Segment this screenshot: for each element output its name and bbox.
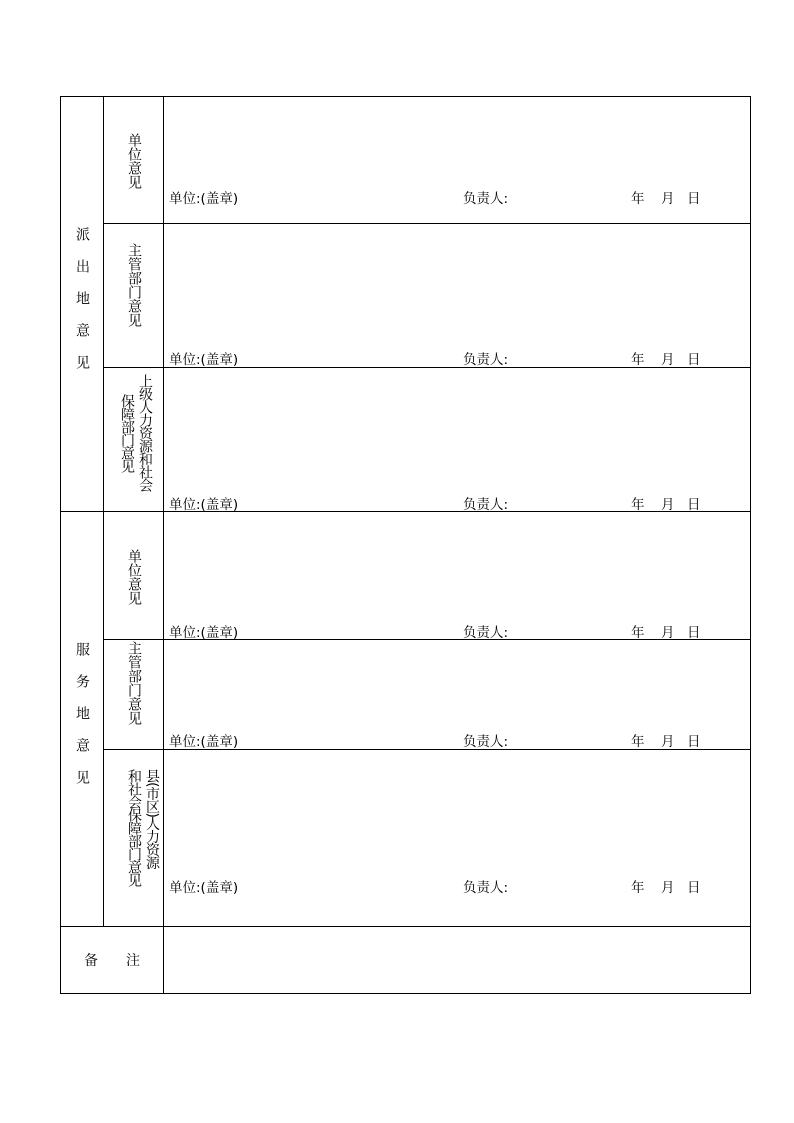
row-label-hrss-opinion-a: 上级人力资源和社会 xyxy=(137,374,153,491)
responsible-person-label: 负责人: xyxy=(463,880,509,896)
responsible-person-label: 负责人: xyxy=(463,191,509,207)
service-group-label: 服务地意见 xyxy=(74,642,90,802)
month-label: 月 xyxy=(661,880,675,896)
signature-line xyxy=(169,348,750,368)
unit-seal-label: 单位:(盖章) xyxy=(169,734,239,750)
remarks-label-b: 注 xyxy=(126,953,140,969)
signature-line xyxy=(169,621,750,641)
responsible-person-label: 负责人: xyxy=(463,625,509,641)
row-label-authority-opinion: 主管部门意见 xyxy=(126,243,142,327)
divider-row xyxy=(103,223,750,224)
responsible-person-label: 负责人: xyxy=(463,734,509,750)
month-label: 月 xyxy=(661,191,675,207)
year-label: 年 xyxy=(631,497,645,513)
remarks-label xyxy=(61,926,163,994)
day-label: 日 xyxy=(687,734,701,750)
month-label: 月 xyxy=(661,734,675,750)
unit-seal-label: 单位:(盖章) xyxy=(169,191,239,207)
signature-line xyxy=(169,493,750,513)
row-label-authority-opinion: 主管部门意见 xyxy=(126,641,142,725)
month-label: 月 xyxy=(661,497,675,513)
day-label: 日 xyxy=(687,352,701,368)
row-label-unit-opinion: 单位意见 xyxy=(126,549,142,605)
responsible-person-label: 负责人: xyxy=(463,497,509,513)
day-label: 日 xyxy=(687,191,701,207)
unit-seal-label: 单位:(盖章) xyxy=(169,880,239,896)
remarks-label-a: 备 xyxy=(84,953,98,969)
unit-seal-label: 单位:(盖章) xyxy=(169,625,239,641)
row-label-county-hrss-opinion-b: 和社会保障部门意见 xyxy=(126,769,142,886)
year-label: 年 xyxy=(631,191,645,207)
day-label: 日 xyxy=(687,625,701,641)
dispatch-group-label: 派出地意见 xyxy=(74,227,90,387)
remarks-field[interactable] xyxy=(164,927,750,994)
year-label: 年 xyxy=(631,880,645,896)
unit-seal-label: 单位:(盖章) xyxy=(169,497,239,513)
month-label: 月 xyxy=(661,625,675,641)
year-label: 年 xyxy=(631,734,645,750)
signature-line xyxy=(169,187,750,207)
day-label: 日 xyxy=(687,880,701,896)
year-label: 年 xyxy=(631,352,645,368)
signature-line xyxy=(169,876,750,896)
row-label-unit-opinion: 单位意见 xyxy=(126,133,142,189)
opinion-form xyxy=(60,96,751,994)
responsible-person-label: 负责人: xyxy=(463,352,509,368)
row-label-county-hrss-opinion-a: 县(市区)人力资源 xyxy=(144,769,160,869)
signature-line xyxy=(169,730,750,750)
unit-seal-label: 单位:(盖章) xyxy=(169,352,239,368)
day-label: 日 xyxy=(687,497,701,513)
row-label-hrss-opinion-b: 保障部门意见 xyxy=(119,394,135,472)
year-label: 年 xyxy=(631,625,645,641)
divider-vertical-label xyxy=(163,97,164,994)
month-label: 月 xyxy=(661,352,675,368)
